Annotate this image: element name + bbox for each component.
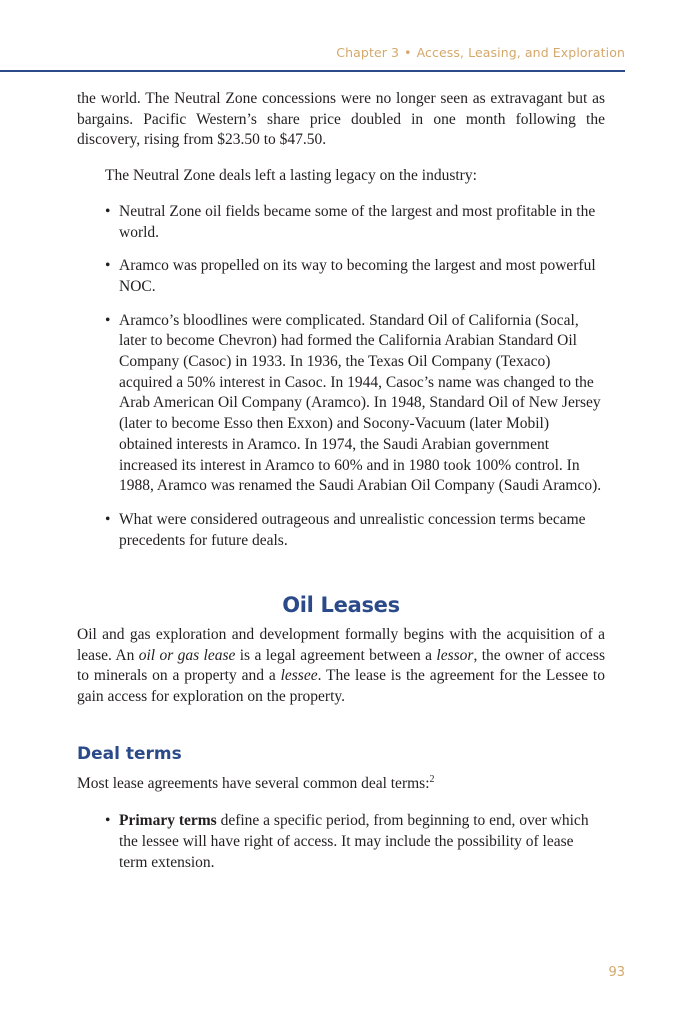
running-header <box>0 45 625 60</box>
term-oil-gas-lease: oil or gas lease <box>138 646 236 664</box>
list-item <box>77 311 605 497</box>
term-primary-terms: Primary terms <box>119 812 217 830</box>
text-run: Oil and gas exploration and development formally begins with the acquisition of a lease. An <box>77 626 605 664</box>
list-item <box>77 256 605 297</box>
intro-paragraph: the world. The Neutral Zone concessions were no longer seen as extravagant but as bargains. Pacific Western’s share price doubled in one month following the discovery, rising from $23.50 to $47.50. <box>77 90 605 149</box>
list-item-text: What were considered outrageous and unrealistic concession terms became precedents for future deals. <box>119 510 586 549</box>
text-run: . The lease is the agreement for the Lessee to gain access for exploration on the property. <box>77 667 605 706</box>
section-heading-oil-leases: Oil Leases <box>282 593 400 618</box>
bullet-marker: • <box>105 311 111 329</box>
list-item-text: define a specific period, from beginning to end, over which the lessee will have right of access. It may include the possibility of lease term extension. <box>119 812 589 871</box>
term-lessor: lessor <box>436 646 474 664</box>
list-item <box>77 811 605 873</box>
text-run: , the owner of access to minerals on a property and a <box>77 646 605 685</box>
bullet-marker: • <box>105 202 111 220</box>
legacy-list <box>77 202 605 552</box>
chapter-label: Chapter 3 <box>336 45 400 60</box>
bullet-marker: • <box>105 257 111 275</box>
legacy-lead-paragraph: The Neutral Zone deals left a lasting legacy on the industry: <box>105 167 477 185</box>
deal-terms-list <box>77 811 605 873</box>
oil-leases-paragraph <box>77 625 605 708</box>
list-item-text: Aramco was propelled on its way to becoming the largest and most powerful NOC. <box>119 257 596 295</box>
footnote-reference: 2 <box>429 773 435 785</box>
list-item <box>77 510 605 551</box>
text-run: Most lease agreements have several common deal terms: <box>77 774 430 792</box>
text-run: is a legal agreement between a <box>235 646 437 664</box>
page-body <box>77 89 605 873</box>
bullet-marker: • <box>105 510 111 528</box>
list-item <box>77 202 605 243</box>
header-separator: • <box>404 45 412 60</box>
page-number: 93 <box>608 965 625 980</box>
list-item-text: Aramco’s bloodlines were complicated. Standard Oil of California (Socal, later to become Chevron) had formed the California Arabian Standard Oil Company (Casoc) in 1933. In 1936, the Texas Oil Company (Texaco) acquired a 50% interest in Casoc. In 1944, Casoc’s name was changed to the Arab American Oil Company (Aramco). In 1948, Standard Oil of New Jersey (later to become Esso then Exxon) and Socony-Vacuum (later Mobil) obtained interests in Aramco. In 1974, the Saudi Arabian government increased its interest in Aramco to 60% and in 1980 took 100% control. In 1988, Aramco was renamed the Saudi Arabian Oil Company (Saudi Aramco). <box>119 311 602 495</box>
deal-terms-lead <box>77 774 605 795</box>
section-label: Access, Leasing, and Exploration <box>416 45 625 60</box>
list-item-text: Neutral Zone oil fields became some of the largest and most profitable in the world. <box>119 202 596 241</box>
bullet-marker: • <box>105 812 111 830</box>
header-rule <box>0 70 625 72</box>
subheading-deal-terms: Deal terms <box>77 743 182 764</box>
term-lessee: lessee <box>280 667 318 685</box>
